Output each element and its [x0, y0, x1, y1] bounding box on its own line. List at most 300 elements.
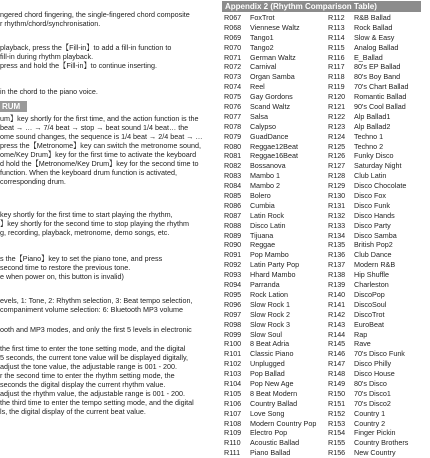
rhythm-name: GuadDance	[250, 131, 289, 141]
text-line: r the second time to enter the rhythm setting mode, the	[0, 371, 175, 380]
text-line: ls, the digital display of the current beat value.	[0, 407, 146, 416]
text-line: ooth and MP3 modes, and only the first 5 levels in electronic	[0, 325, 192, 334]
rhythm-row	[328, 270, 430, 280]
rhythm-row	[224, 359, 334, 369]
rhythm-code: R134	[328, 230, 346, 240]
rhythm-code: R144	[328, 329, 346, 339]
rhythm-name: Rock Lation	[250, 289, 288, 299]
rhythm-row	[328, 419, 430, 429]
rhythm-row	[224, 419, 334, 429]
rhythm-row	[328, 23, 430, 33]
rhythm-code: R082	[224, 161, 242, 171]
rhythm-code: R068	[224, 22, 242, 32]
rhythm-name: 80's Boy Band	[354, 72, 401, 82]
rhythm-name: Electro Pop	[250, 428, 288, 438]
rhythm-name: Reggae16Beat	[250, 151, 298, 161]
rhythm-row	[328, 240, 430, 250]
rhythm-code: R069	[224, 32, 242, 42]
rhythm-code: R132	[328, 210, 346, 220]
rhythm-code: R111	[224, 448, 241, 458]
rhythm-name: Scand Waltz	[250, 102, 291, 112]
rhythm-code: R108	[224, 418, 242, 428]
rhythm-name: Disco Philly	[354, 359, 392, 369]
rhythm-name: Disco Hands	[354, 210, 395, 220]
rhythm-row	[224, 161, 334, 171]
rhythm-row	[328, 151, 430, 161]
rhythm-code: R090	[224, 240, 242, 250]
rhythm-row	[224, 409, 334, 419]
text-line: r rhythm/chord/synchronisation.	[0, 19, 101, 28]
rhythm-name: Disco House	[354, 369, 395, 379]
rhythm-name: British Pop2	[354, 240, 393, 250]
rhythm-code: R105	[224, 388, 242, 398]
rhythm-name: DiscoTrot	[354, 309, 385, 319]
rhythm-code: R107	[224, 408, 242, 418]
rhythm-name: Charleston	[354, 280, 389, 290]
rhythm-code: R146	[328, 349, 346, 359]
rhythm-name: DiscoPop	[354, 289, 385, 299]
rhythm-code: R129	[328, 181, 346, 191]
text-line: ngered chord fingering, the single-fingered chord composite	[0, 10, 190, 19]
rhythm-row	[224, 122, 334, 132]
rhythm-name: Mambo 2	[250, 181, 280, 191]
rhythm-name: Country Brothers	[354, 438, 409, 448]
rhythm-column-1	[224, 13, 334, 458]
rhythm-row	[328, 399, 430, 409]
rhythm-code: R128	[328, 171, 346, 181]
rhythm-name: Disco Party	[354, 220, 391, 230]
rhythm-code: R154	[328, 428, 346, 438]
rhythm-row	[328, 201, 430, 211]
rhythm-name: Disco Fox	[354, 191, 386, 201]
rhythm-row	[224, 339, 334, 349]
rhythm-row	[224, 181, 334, 191]
rhythm-row	[224, 399, 334, 409]
rhythm-code: R074	[224, 82, 242, 92]
rhythm-code: R147	[328, 359, 346, 369]
rhythm-name: Gay Gordons	[250, 92, 293, 102]
rhythm-row	[328, 359, 430, 369]
rhythm-row	[224, 53, 334, 63]
rhythm-code: R122	[328, 111, 346, 121]
text-line: seconds the digital display the current rhythm value.	[0, 380, 166, 389]
chord-piano-text	[0, 87, 217, 96]
text-line: adjust the tone value, the adjustable range is 001 - 200.	[0, 362, 178, 371]
rhythm-code: R135	[328, 240, 346, 250]
rhythm-code: R098	[224, 319, 242, 329]
rhythm-code: R123	[328, 121, 346, 131]
rhythm-code: R106	[224, 398, 242, 408]
rhythm-code: R140	[328, 289, 346, 299]
rhythm-name: Slow Rock 1	[250, 299, 290, 309]
rhythm-name: Parranda	[250, 280, 280, 290]
fill-in-text	[0, 43, 217, 70]
rhythm-row	[224, 171, 334, 181]
rhythm-row	[224, 300, 334, 310]
rhythm-row	[328, 339, 430, 349]
rhythm-row	[224, 201, 334, 211]
drum-section-label: RUM	[0, 101, 27, 112]
rhythm-name: Country 1	[354, 408, 386, 418]
rhythm-code: R115	[328, 42, 345, 52]
rhythm-code: R095	[224, 289, 242, 299]
rhythm-row	[224, 231, 334, 241]
rhythm-row	[224, 221, 334, 231]
rhythm-name: R&B Ballad	[354, 13, 391, 22]
rhythm-code: R096	[224, 299, 242, 309]
rhythm-row	[328, 409, 430, 419]
rhythm-code: R155	[328, 438, 346, 448]
rhythm-row	[224, 132, 334, 142]
rhythm-name: Country Ballad	[250, 398, 298, 408]
rhythm-name: Rap	[354, 329, 368, 339]
rhythm-row	[224, 438, 334, 448]
text-line: second time to restore the previous tone.	[0, 263, 131, 272]
rhythm-code: R075	[224, 92, 242, 102]
rhythm-row	[224, 142, 334, 152]
rhythm-row	[224, 369, 334, 379]
rhythm-name: 70's Chart Ballad	[354, 82, 409, 92]
rhythm-name: Slow Soul	[250, 329, 282, 339]
rhythm-name: Country 2	[354, 418, 386, 428]
rhythm-code: R114	[328, 32, 345, 42]
rhythm-name: Pop New Age	[250, 378, 294, 388]
rhythm-row	[328, 389, 430, 399]
rhythm-row	[328, 132, 430, 142]
text-line: s the【Piano】key to set the piano tone, and press	[0, 254, 163, 263]
rhythm-code: R109	[224, 428, 242, 438]
rhythm-name: Pop Ballad	[250, 369, 285, 379]
rhythm-name: Hip Shuffle	[354, 270, 390, 280]
rhythm-row	[328, 92, 430, 102]
setting-mode-text	[0, 344, 217, 416]
rhythm-code: R141	[328, 299, 346, 309]
text-line: corresponding drum.	[0, 177, 66, 186]
rhythm-name: Disco Samba	[354, 230, 397, 240]
rhythm-name: 80's EP Ballad	[354, 62, 401, 72]
text-line: d hold the【Metronome/Key Drum】key for the second time to	[0, 159, 199, 168]
rhythm-row	[328, 428, 430, 438]
rhythm-row	[224, 349, 334, 359]
rhythm-code: R133	[328, 220, 346, 230]
text-line: press and hold the【Fill-in】to continue inserting.	[0, 61, 158, 70]
rhythm-code: R127	[328, 161, 346, 171]
rhythm-code: R150	[328, 388, 346, 398]
rhythm-code: R089	[224, 230, 242, 240]
rhythm-code: R153	[328, 418, 346, 428]
text-line: playback, press the【Fill-in】to add a fill-in function to	[0, 43, 172, 52]
rhythm-name: Reel	[250, 82, 265, 92]
rhythm-code: R073	[224, 72, 242, 82]
appendix-title: Appendix 2 (Rhythm Comparison Table)	[222, 1, 421, 12]
rhythm-column-2	[328, 13, 430, 458]
rhythm-name: Alp Ballad2	[354, 121, 391, 131]
rhythm-name: Mambo 1	[250, 171, 280, 181]
rhythm-name: 70's Disco2	[354, 398, 391, 408]
rhythm-code: R093	[224, 270, 242, 280]
rhythm-code: R067	[224, 13, 242, 22]
rhythm-code: R138	[328, 270, 346, 280]
rhythm-name: Saturday Night	[354, 161, 402, 171]
rhythm-code: R117	[328, 62, 345, 72]
rhythm-code: R125	[328, 141, 346, 151]
rhythm-name: Club Dance	[354, 250, 392, 260]
rhythm-row	[328, 211, 430, 221]
rhythm-row	[224, 310, 334, 320]
rhythm-code: R092	[224, 260, 242, 270]
rhythm-code: R091	[224, 250, 242, 260]
rhythm-row	[224, 448, 334, 458]
rhythm-name: Techno 2	[354, 141, 384, 151]
rhythm-row	[328, 448, 430, 458]
text-line: e when power on, this button is invalid)	[0, 272, 124, 281]
rhythm-code: R149	[328, 378, 346, 388]
rhythm-name: Tango1	[250, 32, 274, 42]
rhythm-name: German Waltz	[250, 52, 296, 62]
rhythm-code: R076	[224, 102, 242, 112]
rhythm-code: R126	[328, 151, 346, 161]
rhythm-code: R100	[224, 339, 242, 349]
rhythm-name: Salsa	[250, 111, 268, 121]
rhythm-name: Tango2	[250, 42, 274, 52]
text-line: g, recording, playback, metronome, demo songs, etc.	[0, 228, 170, 237]
text-line: in the chord to the piano voice.	[0, 87, 98, 96]
rhythm-name: Classic Piano	[250, 349, 294, 359]
text-line: the third time to enter the tempo setting mode, and the digital	[0, 398, 194, 407]
rhythm-name: 70's Disco Funk	[354, 349, 405, 359]
rhythm-row	[328, 300, 430, 310]
rhythm-row	[224, 112, 334, 122]
rhythm-code: R113	[328, 22, 345, 32]
rhythm-name: Slow Rock 2	[250, 309, 290, 319]
rhythm-row	[328, 171, 430, 181]
text-line: press the【Metronome】key can switch the metronome sound,	[0, 141, 201, 150]
rhythm-name: Analog Ballad	[354, 42, 399, 52]
rhythm-row	[224, 102, 334, 112]
rhythm-name: 8 Beat Adria	[250, 339, 290, 349]
rhythm-name: FoxTrot	[250, 13, 275, 22]
rhythm-row	[224, 428, 334, 438]
rhythm-row	[224, 43, 334, 53]
rhythm-name: Bolero	[250, 191, 271, 201]
rhythm-name: Modern Country Pop	[250, 418, 317, 428]
rhythm-name: Carnival	[250, 62, 277, 72]
rhythm-code: R112	[328, 13, 345, 22]
rhythm-name: E_Ballad	[354, 52, 383, 62]
rhythm-row	[328, 122, 430, 132]
rhythm-row	[224, 211, 334, 221]
rhythm-row	[224, 13, 334, 23]
rhythm-row	[328, 181, 430, 191]
rhythm-code: R071	[224, 52, 242, 62]
rhythm-name: Tijuana	[250, 230, 274, 240]
rhythm-name: Rave	[354, 339, 371, 349]
rhythm-name: Slow Rock 3	[250, 319, 290, 329]
rhythm-name: DiscoSoul	[354, 299, 387, 309]
rhythm-name: Modern R&B	[354, 260, 396, 270]
rhythm-row	[328, 310, 430, 320]
rhythm-code: R151	[328, 398, 346, 408]
rhythm-code: R083	[224, 171, 242, 181]
rhythm-row	[328, 231, 430, 241]
rhythm-row	[224, 270, 334, 280]
bluetooth-mp3-text	[0, 325, 217, 334]
text-line: evels, 1: Tone, 2: Rhythm selection, 3: Beat tempo selection,	[0, 296, 193, 305]
rhythm-row	[224, 33, 334, 43]
text-line: 5 seconds, the current tone value will be displayed digitally,	[0, 353, 189, 362]
text-line: companiment volume selection: 6: Bluetooth MP3 volume	[0, 305, 183, 314]
rhythm-name: Techno 1	[354, 131, 384, 141]
rhythm-row	[328, 33, 430, 43]
rhythm-name: 8 Beat Modern	[250, 388, 298, 398]
rhythm-name: Reggae	[250, 240, 276, 250]
rhythm-row	[328, 250, 430, 260]
rhythm-name: Viennese Waltz	[250, 22, 300, 32]
rhythm-name: Pop Mambo	[250, 250, 289, 260]
rhythm-row	[224, 330, 334, 340]
rhythm-code: R094	[224, 280, 242, 290]
rhythm-code: R120	[328, 92, 346, 102]
volume-levels-text	[0, 296, 217, 314]
rhythm-name: Love Song	[250, 408, 285, 418]
rhythm-code: R084	[224, 181, 242, 191]
rhythm-code: R145	[328, 339, 346, 349]
rhythm-code: R119	[328, 82, 345, 92]
text-line: beat → … → 7/4 beat → stop → beat sound 1/4 beat… the	[0, 123, 189, 132]
text-line: key shortly for the first time to start playing the rhythm,	[0, 210, 173, 219]
rhythm-name: Bossanova	[250, 161, 286, 171]
rhythm-row	[224, 62, 334, 72]
rhythm-code: R137	[328, 260, 346, 270]
rhythm-code: R139	[328, 280, 346, 290]
rhythm-code: R097	[224, 309, 242, 319]
rhythm-code: R110	[224, 438, 241, 448]
rhythm-code: R136	[328, 250, 346, 260]
text-line: 】key shortly for the second time to stop playing the rhythm	[0, 219, 189, 228]
rhythm-name: Reggae12Beat	[250, 141, 298, 151]
rhythm-name: 70's Disco1	[354, 388, 391, 398]
rhythm-code: R078	[224, 121, 242, 131]
rhythm-code: R086	[224, 200, 242, 210]
rhythm-row	[328, 82, 430, 92]
rhythm-code: R085	[224, 191, 242, 201]
text-line: adjust the rhythm value, the adjustable range is 001 - 200.	[0, 389, 185, 398]
rhythm-code: R072	[224, 62, 242, 72]
rhythm-row	[224, 191, 334, 201]
rhythm-row	[328, 320, 430, 330]
text-line: ome/Key Drum】key for the first time to activate the keyboard	[0, 150, 197, 159]
rhythm-code: R102	[224, 359, 242, 369]
rhythm-row	[328, 13, 430, 23]
rhythm-name: EuroBeat	[354, 319, 384, 329]
rhythm-row	[328, 112, 430, 122]
rhythm-row	[328, 142, 430, 152]
rhythm-name: Romantic Ballad	[354, 92, 407, 102]
rhythm-row	[328, 102, 430, 112]
rhythm-code: R101	[224, 349, 242, 359]
text-line: um】key shortly for the first time, and the action function is the	[0, 114, 199, 123]
rhythm-row	[328, 62, 430, 72]
rhythm-name: Acoustic Ballad	[250, 438, 300, 448]
rhythm-code: R077	[224, 111, 242, 121]
rhythm-code: R130	[328, 191, 346, 201]
rhythm-row	[328, 191, 430, 201]
appendix-rhythm-table	[222, 0, 430, 458]
text-line: function. When the keyboard drum function is activated,	[0, 168, 177, 177]
rhythm-row	[328, 72, 430, 82]
rhythm-name: Funky Disco	[354, 151, 394, 161]
rhythm-row	[224, 72, 334, 82]
rhythm-name: Latin Rock	[250, 210, 284, 220]
rhythm-row	[328, 43, 430, 53]
rhythm-row	[328, 53, 430, 63]
rhythm-code: R156	[328, 448, 346, 458]
rhythm-row	[224, 379, 334, 389]
rhythm-code: R099	[224, 329, 242, 339]
rhythm-row	[224, 92, 334, 102]
manual-left-column	[0, 0, 217, 430]
rhythm-row	[224, 280, 334, 290]
rhythm-code: R087	[224, 210, 242, 220]
rhythm-code: R080	[224, 141, 242, 151]
rhythm-row	[328, 349, 430, 359]
rhythm-row	[328, 280, 430, 290]
text-line: fill-in during rhythm playback.	[0, 52, 94, 61]
rhythm-row	[224, 240, 334, 250]
rhythm-row	[224, 320, 334, 330]
rhythm-row	[224, 250, 334, 260]
piano-key-text	[0, 254, 217, 281]
rhythm-row	[224, 151, 334, 161]
rhythm-row	[328, 379, 430, 389]
rhythm-code: R070	[224, 42, 242, 52]
rhythm-name: Rock Ballad	[354, 22, 393, 32]
rhythm-name: New Country	[354, 448, 396, 458]
rhythm-code: R142	[328, 309, 346, 319]
rhythm-row	[224, 82, 334, 92]
rhythm-name: Alp Ballad1	[354, 111, 391, 121]
rhythm-name: Hhard Mambo	[250, 270, 296, 280]
rhythm-name: Calypso	[250, 121, 276, 131]
rhythm-code: R143	[328, 319, 346, 329]
rhythm-name: Disco Latin	[250, 220, 286, 230]
chord-fingering-text	[0, 10, 217, 28]
rhythm-code: R148	[328, 369, 346, 379]
rhythm-row	[328, 161, 430, 171]
rhythm-row	[224, 389, 334, 399]
rhythm-row	[328, 221, 430, 231]
rhythm-code: R121	[328, 102, 346, 112]
text-line: the first time to enter the tone setting mode, and the digital	[0, 344, 186, 353]
rhythm-code: R116	[328, 52, 345, 62]
rhythm-code: R118	[328, 72, 345, 82]
rhythm-code: R104	[224, 378, 242, 388]
rhythm-name: Finger Pickin	[354, 428, 396, 438]
rhythm-code: R103	[224, 369, 242, 379]
rhythm-code: R152	[328, 408, 346, 418]
rhythm-row	[328, 290, 430, 300]
rhythm-name: 80's Disco	[354, 378, 387, 388]
rhythm-row	[224, 23, 334, 33]
metronome-drum-text	[0, 114, 217, 186]
rhythm-name: Club Latin	[354, 171, 387, 181]
rhythm-row	[328, 438, 430, 448]
rhythm-row	[224, 290, 334, 300]
text-line: ome sound changes, the sequence is 1/4 beat → 2/4 beat → …	[0, 132, 203, 141]
rhythm-code: R088	[224, 220, 242, 230]
start-stop-text	[0, 210, 217, 237]
rhythm-name: Disco Chocolate	[354, 181, 407, 191]
